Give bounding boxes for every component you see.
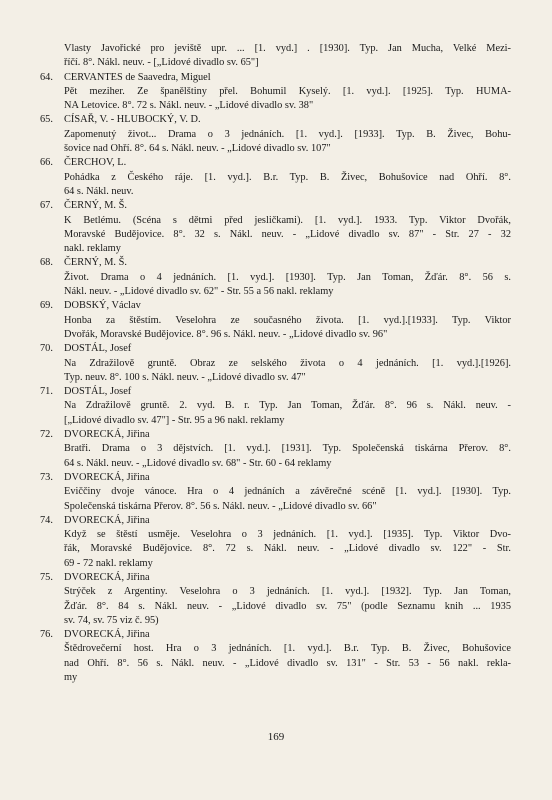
entry-text-line: Honba za štěstím. Veselohra ze současného života. [1. vyd.].[1933]. Typ. Viktor bbox=[64, 314, 511, 326]
bibliography-entry bbox=[40, 342, 511, 385]
entry-text-line: Společenská tiskárna Přerov. 8°. 56 s. Nákl. neuv. - „Lidové divadlo sv. 66" bbox=[64, 500, 377, 512]
bibliography-entry bbox=[40, 299, 511, 342]
entry-author: DVORECKÁ, Jiřina bbox=[64, 629, 150, 641]
entry-text-line: Bratři. Drama o 3 dějstvích. [1. vyd.]. [1931]. Typ. Společenská tiskárna Přerov. 8°. bbox=[64, 443, 511, 455]
entry-number: 66. bbox=[40, 157, 53, 169]
entry-text-line: Život. Drama o 4 jednáních. [1. vyd.]. [1930]. Typ. Jan Toman, Žďár. 8°. 56 s. bbox=[64, 271, 511, 283]
entry-number: 72. bbox=[40, 429, 53, 441]
entry-text-line: Pět meziher. Ze španělštiny přel. Bohumil Kyselý. [1. vyd.]. [1925]. Typ. HUMA- bbox=[64, 85, 511, 97]
entry-text-line: K Betlému. (Scéna s dětmi před jesličkami). [1. vyd.]. 1933. Typ. Viktor Dvořák, bbox=[64, 214, 511, 226]
entry-number: 67. bbox=[40, 200, 53, 212]
entry-text-line: Zapomenutý život... Drama o 3 jednáních. [1. vyd.]. [1933]. Typ. B. Živec, Bohu- bbox=[64, 128, 511, 140]
entry-text-line: Pohádka z Českého ráje. [1. vyd.]. B.r. Typ. B. Živec, Bohušovice nad Ohří. 8°. bbox=[64, 171, 511, 183]
entries-container bbox=[40, 71, 511, 686]
entry-text-line: šovice nad Ohří. 8°. 64 s. Nákl. neuv. - „Lidové divadlo sv. 107" bbox=[64, 143, 331, 155]
entry-text-line: Na Zdražilově gruntě. Obraz ze selského života o 4 jednáních. [1. vyd.].[1926]. bbox=[64, 357, 511, 369]
bibliography-entry bbox=[40, 199, 511, 256]
entry-author: DVORECKÁ, Jiřina bbox=[64, 571, 150, 583]
bibliography-entry bbox=[40, 71, 511, 114]
entry-text-line: NA Letovice. 8°. 72 s. Nákl. neuv. - „Lidové divadlo sv. 38" bbox=[64, 100, 314, 112]
entry-text-line: Nákl. neuv. - „Lidové divadlo sv. 62" - Str. 55 a 56 nakl. reklamy bbox=[64, 286, 334, 298]
page-number: 169 bbox=[267, 731, 285, 743]
bibliography-entry bbox=[40, 156, 511, 199]
entry-text-line: nakl. reklamy bbox=[64, 243, 121, 255]
entry-text-line: sv. 74, sv. 75 viz č. 95) bbox=[64, 614, 159, 626]
bibliography-entry bbox=[40, 385, 511, 428]
entry-text-line: nad Ohří. 8°. 56 s. Nákl. neuv. - „Lidové divadlo sv. 131" - Str. 53 - 56 nakl. rekla- bbox=[64, 657, 511, 669]
entry-number: 73. bbox=[40, 471, 53, 483]
bibliography-entry bbox=[40, 514, 511, 571]
entry-author: DOSTÁL, Josef bbox=[64, 343, 132, 355]
entry-author: DVORECKÁ, Jiřina bbox=[64, 514, 150, 526]
entry-number: 64. bbox=[40, 71, 53, 83]
entry-text-line: Štědrovečerní host. Hra o 3 jednáních. [1. vyd.]. B.r. Typ. B. Živec, Bohušovice bbox=[64, 643, 511, 655]
bibliography-entry bbox=[40, 256, 511, 299]
entry-text-line: říčí. 8°. Nákl. neuv. - [„Lidové divadlo sv. 65"] bbox=[64, 57, 259, 69]
entry-number: 70. bbox=[40, 343, 53, 355]
entry-number: 68. bbox=[40, 257, 53, 269]
entry-text-line: Eviččiny dvoje vánoce. Hra o 4 jednáních a závěrečné scéně [1. vyd.]. [1930]. Typ. bbox=[64, 486, 511, 498]
entry-text-line: 64 s. Nákl. neuv. bbox=[64, 185, 134, 197]
entry-number: 71. bbox=[40, 386, 53, 398]
entry-text-line: 64 s. Nákl. neuv. - „Lidové divadlo sv. 68" - Str. 60 - 64 reklamy bbox=[64, 457, 332, 469]
bibliography-entry bbox=[40, 471, 511, 514]
entry-number: 76. bbox=[40, 629, 53, 641]
entry-number: 65. bbox=[40, 114, 53, 126]
entry-text-line: Vlasty Javořické pro jeviště upr. ... [1. vyd.] . [1930]. Typ. Jan Mucha, Velké Mezi- bbox=[64, 43, 511, 54]
entry-number: 75. bbox=[40, 571, 53, 583]
entry-text-line: Na Zdražilově gruntě. 2. vyd. B. r. Typ. Jan Toman, Žďár. 8°. 96 s. Nákl. neuv. - bbox=[64, 400, 511, 412]
entry-number: 69. bbox=[40, 300, 53, 312]
entry-text-line: Žďár. 8°. 84 s. Nákl. neuv. - „Lidové divadlo sv. 75" (podle Seznamu knih ... 1935 bbox=[64, 600, 511, 612]
entry-text-line: řák, Moravské Budějovice. 8°. 72 s. Nákl. neuv. - „Lidové divadlo sv. 122" - Str. bbox=[64, 543, 511, 555]
bibliography-entry bbox=[40, 628, 511, 685]
entry-author: CERVANTES de Saavedra, Miguel bbox=[64, 71, 211, 83]
entry-text-line: Moravské Budějovice. 8°. 32 s. Nákl. neuv. - „Lidové divadlo sv. 87" - Str. 27 - 32 bbox=[64, 228, 511, 240]
entry-author: CÍSAŘ, V. - HLUBOCKÝ, V. D. bbox=[64, 114, 201, 126]
entry-text-line: [„Lidové divadlo sv. 47"] - Str. 95 a 96 nakl. reklamy bbox=[64, 414, 285, 426]
bibliography-entry bbox=[40, 428, 511, 471]
bibliography-list bbox=[40, 42, 511, 685]
entry-text-line: 69 - 72 nakl. reklamy bbox=[64, 557, 153, 569]
entry-author: ČERNÝ, M. Š. bbox=[64, 257, 127, 269]
entry-author: ČERCHOV, L. bbox=[64, 157, 127, 169]
bibliography-entry bbox=[40, 571, 511, 628]
continued-entry bbox=[64, 42, 511, 71]
entry-text-line: Strýček z Argentiny. Veselohra o 3 jednáních. [1. vyd.]. [1932]. Typ. Jan Toman, bbox=[64, 586, 511, 598]
entry-text-line: Dvořák, Moravské Budějovice. 8°. 96 s. Nákl. neuv. - „Lidové divadlo sv. 96" bbox=[64, 328, 388, 340]
entry-author: DVORECKÁ, Jiřina bbox=[64, 429, 150, 441]
entry-text-line: Když se štěstí usměje. Veselohra o 3 jednáních. [1. vyd.]. [1935]. Typ. Viktor Dvo- bbox=[64, 529, 511, 541]
entry-text-line: my bbox=[64, 672, 78, 684]
bibliography-entry bbox=[40, 113, 511, 156]
entry-author: ČERNÝ, M. Š. bbox=[64, 200, 127, 212]
entry-number: 74. bbox=[40, 514, 53, 526]
entry-author: DOBSKÝ, Václav bbox=[64, 300, 141, 312]
entry-author: DOSTÁL, Josef bbox=[64, 386, 132, 398]
entry-text-line: Typ. neuv. 8°. 100 s. Nákl. neuv. - „Lidové divadlo sv. 47" bbox=[64, 371, 306, 383]
entry-author: DVORECKÁ, Jiřina bbox=[64, 471, 150, 483]
